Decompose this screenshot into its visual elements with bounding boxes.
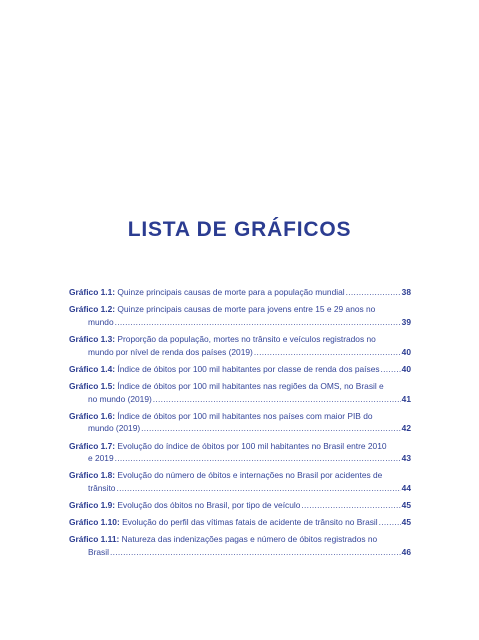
list-item[interactable]: [69, 440, 411, 465]
entry-page-number: 41: [401, 393, 411, 404]
list-item[interactable]: [69, 363, 411, 376]
entry-text-continued: mundo (2019): [88, 423, 141, 434]
entry-text: Natureza das indenizações pagas e número de óbitos registrados no: [121, 534, 378, 545]
entry-label: Gráfico 1.3:: [69, 333, 116, 344]
entry-text: Quinze principais causas de morte para jovens entre 15 e 29 anos no: [117, 304, 376, 315]
entry-text-continued: mundo: [88, 316, 114, 327]
leader-dots: [115, 316, 401, 329]
entry-label: Gráfico 1.8:: [69, 470, 116, 481]
leader-dots: [301, 499, 400, 512]
entry-label: Gráfico 1.7:: [69, 440, 116, 451]
entry-text-continued: e 2019: [88, 453, 114, 464]
entry-page-number: 45: [401, 517, 411, 528]
entry-text: Evolução do perfil das vítimas fatais de acidente de trânsito no Brasil: [122, 517, 378, 528]
entry-label: Gráfico 1.9:: [69, 500, 116, 511]
entry-text: Proporção da população, mortes no trânsito e veículos registrados no: [117, 333, 376, 344]
entry-text: Índice de óbitos por 100 mil habitantes por classe de renda dos países: [117, 363, 380, 374]
entry-text-continued: Brasil: [88, 547, 109, 558]
entry-page-number: 42: [401, 423, 411, 434]
chart-list: [69, 286, 411, 563]
entry-text: Evolução dos óbitos no Brasil, por tipo de veículo: [117, 500, 301, 511]
entry-page-number: 44: [401, 482, 411, 493]
entry-text: Evolução do número de óbitos e internações no Brasil por acidentes de: [117, 470, 383, 481]
entry-page-number: 38: [401, 287, 411, 297]
list-item[interactable]: [69, 380, 411, 405]
leader-dots: [141, 422, 401, 435]
entry-page-number: 43: [401, 453, 411, 464]
entry-label: Gráfico 1.10:: [69, 517, 120, 528]
entry-page-number: 40: [401, 346, 411, 357]
leader-dots: [381, 363, 401, 376]
entry-page-number: 45: [401, 500, 411, 511]
leader-dots: [153, 393, 401, 406]
entry-label: Gráfico 1.6:: [69, 410, 116, 421]
entry-text: Quinze principais causas de morte para a população mundial: [117, 287, 345, 297]
entry-label: Gráfico 1.2:: [69, 304, 116, 315]
leader-dots: [116, 482, 400, 495]
entry-text-continued: no mundo (2019): [88, 393, 152, 404]
entry-text: Índice de óbitos por 100 mil habitantes nas regiões da OMS, no Brasil e: [117, 380, 384, 391]
leader-dots: [115, 452, 401, 465]
entry-label: Gráfico 1.5:: [69, 380, 116, 391]
entry-page-number: 46: [401, 547, 411, 558]
entry-label: Gráfico 1.4:: [69, 363, 116, 374]
list-item[interactable]: [69, 516, 411, 529]
entry-text-continued: trânsito: [88, 482, 116, 493]
leader-dots: [379, 516, 401, 529]
list-item[interactable]: [69, 533, 411, 558]
page-title: LISTA DE GRÁFICOS: [127, 218, 352, 241]
list-item[interactable]: [69, 303, 411, 328]
list-item[interactable]: [69, 469, 411, 494]
entry-text-continued: mundo por nível de renda dos países (2019): [88, 346, 253, 357]
leader-dots: [110, 546, 401, 559]
leader-dots: [254, 346, 401, 359]
entry-label: Gráfico 1.11:: [69, 534, 120, 545]
list-item[interactable]: [69, 333, 411, 358]
entry-label: Gráfico 1.1:: [69, 287, 116, 297]
list-item[interactable]: [69, 499, 411, 512]
entry-page-number: 39: [401, 316, 411, 327]
entry-page-number: 40: [401, 363, 411, 374]
list-item[interactable]: [69, 410, 411, 435]
entry-text: Índice de óbitos por 100 mil habitantes nos países com maior PIB do: [117, 410, 373, 421]
list-item[interactable]: [69, 286, 411, 299]
leader-dots: [346, 286, 401, 299]
entry-text: Evolução do índice de óbitos por 100 mil habitantes no Brasil entre 2010: [117, 440, 387, 451]
